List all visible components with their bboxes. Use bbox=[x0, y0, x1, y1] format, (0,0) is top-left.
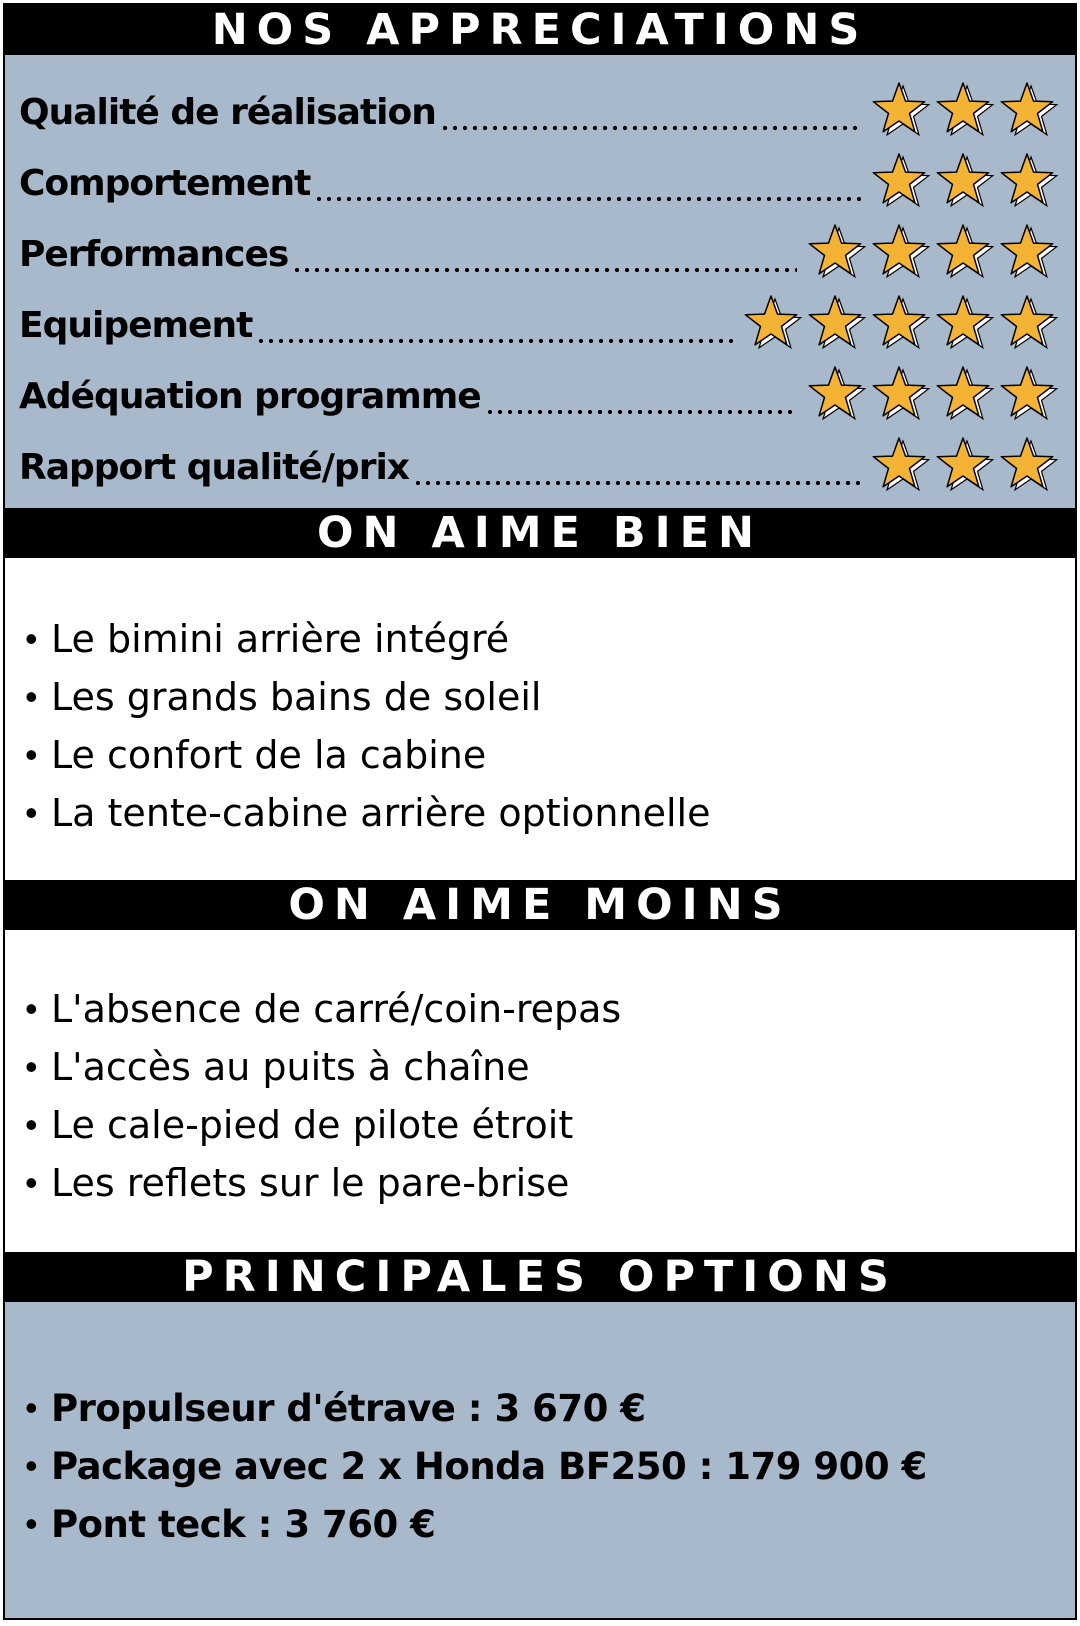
list-item-text: L'accès au puits à chaîne bbox=[51, 1045, 530, 1089]
star-icon bbox=[935, 295, 997, 355]
dot-leader bbox=[440, 92, 861, 132]
list-item bbox=[25, 1039, 1055, 1095]
dislikes-header bbox=[5, 880, 1075, 930]
dislikes-title: ON AIME MOINS bbox=[288, 880, 792, 930]
star-icon bbox=[935, 82, 997, 142]
rating-row-program bbox=[19, 364, 1061, 428]
star-rating bbox=[743, 295, 1061, 355]
list-item-text: Les reflets sur le pare-brise bbox=[51, 1161, 570, 1205]
bullet: • bbox=[25, 792, 38, 833]
bullet: • bbox=[25, 1162, 38, 1203]
star-icon bbox=[999, 153, 1061, 213]
bullet: • bbox=[25, 676, 38, 717]
star-icon bbox=[871, 295, 933, 355]
list-item bbox=[25, 1097, 1055, 1153]
star-rating bbox=[871, 153, 1061, 213]
list-item bbox=[25, 1155, 1055, 1211]
bullet: • bbox=[25, 1046, 38, 1087]
list-item-text: Propulseur d'étrave : 3 670 € bbox=[51, 1386, 646, 1430]
dot-leader bbox=[256, 305, 733, 345]
bullet: • bbox=[25, 618, 38, 659]
star-icon bbox=[807, 366, 869, 426]
star-icon bbox=[935, 153, 997, 213]
rating-row-equipment bbox=[19, 293, 1061, 357]
list-item-text: Pont teck : 3 760 € bbox=[51, 1502, 436, 1546]
list-item bbox=[25, 1380, 1055, 1436]
list-item-text: Le cale-pied de pilote étroit bbox=[51, 1103, 574, 1147]
star-icon bbox=[871, 224, 933, 284]
star-icon bbox=[935, 366, 997, 426]
dot-leader bbox=[292, 234, 797, 274]
star-rating bbox=[807, 224, 1061, 284]
star-icon bbox=[935, 224, 997, 284]
list-item bbox=[25, 981, 1055, 1037]
list-item-text: Le confort de la cabine bbox=[51, 733, 487, 777]
star-icon bbox=[807, 295, 869, 355]
list-item-text: Package avec 2 x Honda BF250 : 179 900 € bbox=[51, 1444, 927, 1488]
rating-row-performance bbox=[19, 222, 1061, 286]
star-icon bbox=[743, 295, 805, 355]
star-icon bbox=[999, 295, 1061, 355]
options-panel bbox=[5, 1302, 1075, 1618]
likes-panel bbox=[5, 558, 1075, 880]
bullet: • bbox=[25, 1387, 38, 1428]
list-item-text: La tente-cabine arrière optionnelle bbox=[51, 791, 711, 835]
appreciations-header bbox=[5, 5, 1075, 55]
list-item bbox=[25, 611, 1055, 667]
appreciations-panel bbox=[5, 55, 1075, 508]
rating-label: Rapport qualité/prix bbox=[19, 446, 410, 488]
rating-row-value bbox=[19, 435, 1061, 499]
list-item-text: Les grands bains de soleil bbox=[51, 675, 542, 719]
dot-leader bbox=[413, 447, 861, 487]
star-icon bbox=[935, 437, 997, 497]
likes-title: ON AIME BIEN bbox=[316, 508, 764, 558]
star-icon bbox=[807, 224, 869, 284]
list-item-text: Le bimini arrière intégré bbox=[51, 617, 510, 661]
list-item bbox=[25, 727, 1055, 783]
bullet: • bbox=[25, 734, 38, 775]
dot-leader bbox=[485, 376, 797, 416]
evaluation-card bbox=[3, 3, 1077, 1620]
star-icon bbox=[999, 224, 1061, 284]
star-icon bbox=[871, 82, 933, 142]
list-item-text: L'absence de carré/coin-repas bbox=[51, 987, 622, 1031]
star-rating bbox=[871, 82, 1061, 142]
star-icon bbox=[999, 437, 1061, 497]
bullet: • bbox=[25, 1104, 38, 1145]
star-rating bbox=[807, 366, 1061, 426]
rating-label: Adéquation programme bbox=[19, 375, 481, 417]
list-item bbox=[25, 1438, 1055, 1494]
star-icon bbox=[999, 82, 1061, 142]
appreciations-title: NOS APPRECIATIONS bbox=[211, 5, 869, 55]
list-item bbox=[25, 785, 1055, 841]
rating-row-behaviour bbox=[19, 151, 1061, 215]
options-header bbox=[5, 1252, 1075, 1302]
star-icon bbox=[871, 153, 933, 213]
rating-label: Equipement bbox=[19, 304, 253, 346]
list-item bbox=[25, 1496, 1055, 1552]
rating-label: Qualité de réalisation bbox=[19, 91, 436, 133]
star-icon bbox=[999, 366, 1061, 426]
star-icon bbox=[871, 366, 933, 426]
rating-label: Comportement bbox=[19, 162, 311, 204]
bullet: • bbox=[25, 1445, 38, 1486]
dislikes-panel bbox=[5, 930, 1075, 1252]
star-icon bbox=[871, 437, 933, 497]
dot-leader bbox=[314, 163, 861, 203]
options-title: PRINCIPALES OPTIONS bbox=[182, 1252, 898, 1302]
rating-label: Performances bbox=[19, 233, 289, 275]
rating-row-quality bbox=[19, 80, 1061, 144]
star-rating bbox=[871, 437, 1061, 497]
bullet: • bbox=[25, 988, 38, 1029]
likes-header bbox=[5, 508, 1075, 558]
list-item bbox=[25, 669, 1055, 725]
bullet: • bbox=[25, 1503, 38, 1544]
